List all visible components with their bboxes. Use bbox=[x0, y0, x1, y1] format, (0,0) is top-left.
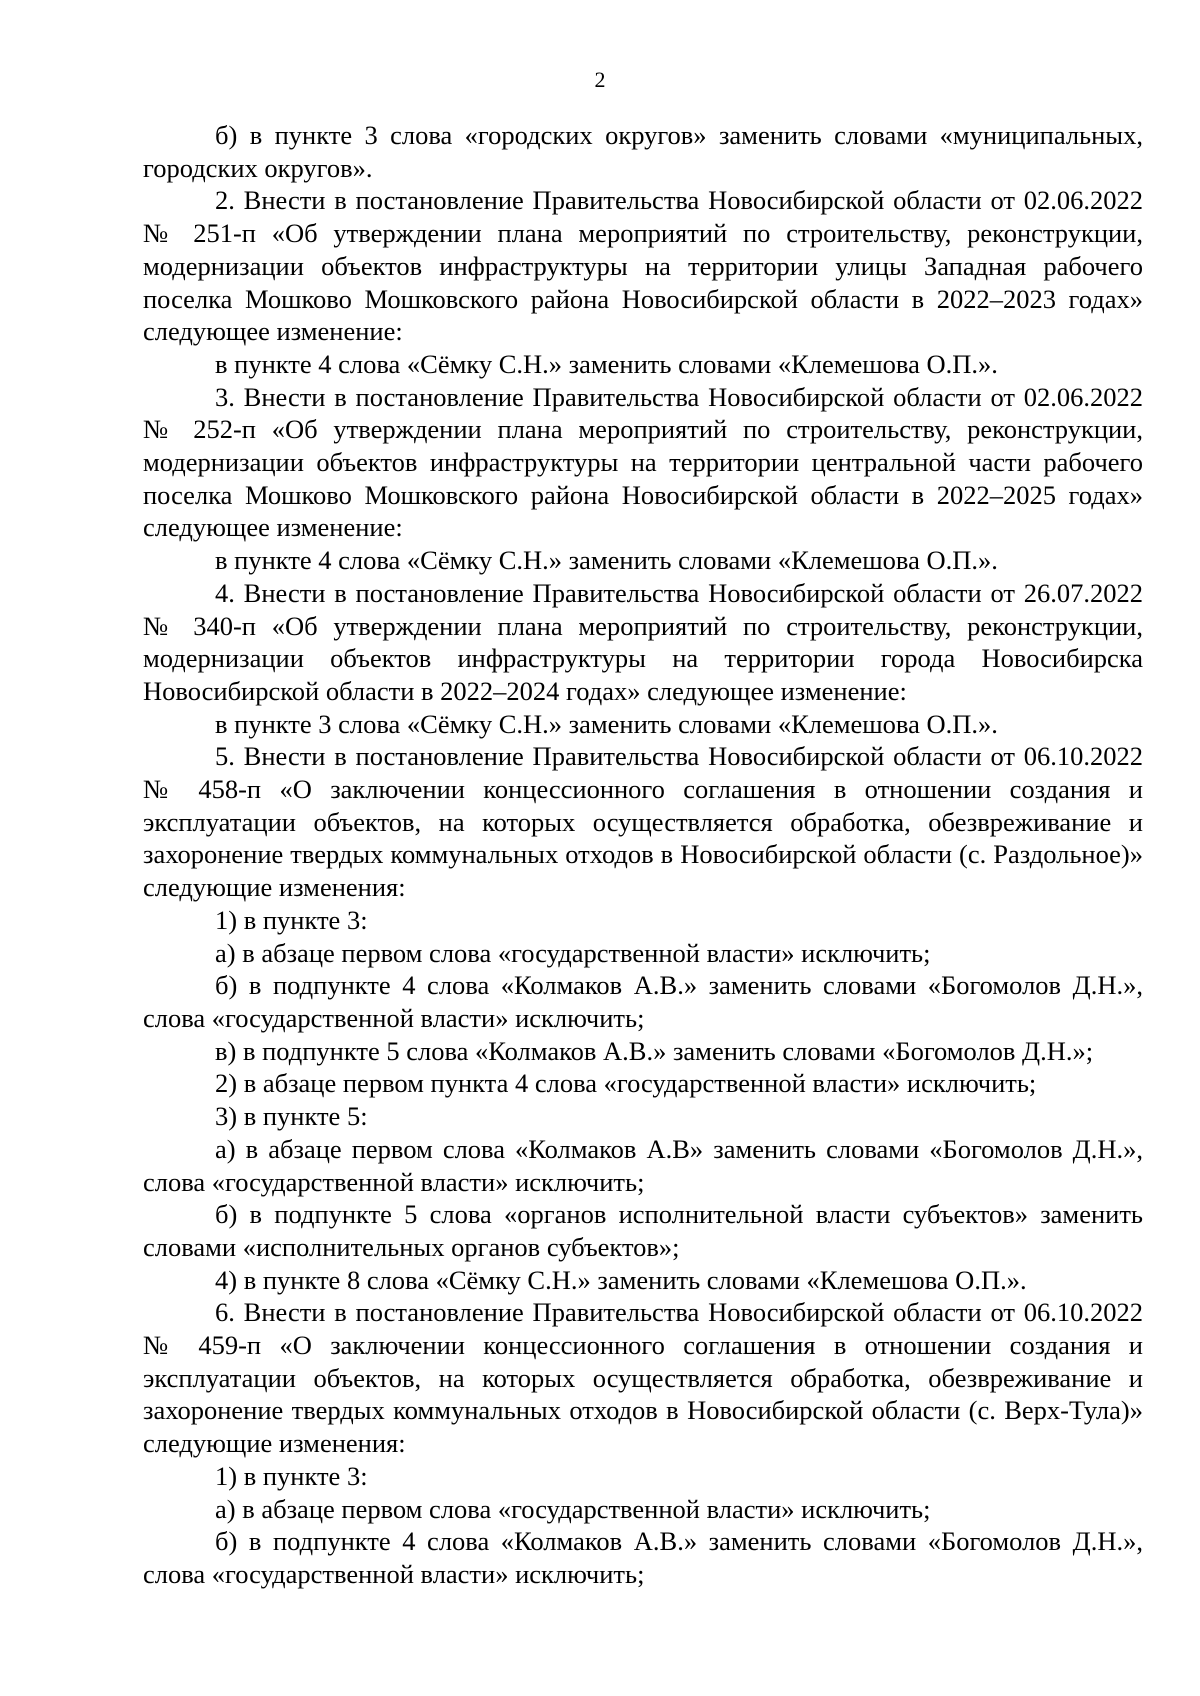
paragraph-item-2-change: в пункте 4 слова «Сёмку С.Н.» заменить словами «Клемешова О.П.». bbox=[215, 348, 998, 379]
paragraph-item-5-sub-2: 2) в абзаце первом пункта 4 слова «государственной власти» исключить; bbox=[215, 1068, 1037, 1099]
paragraph-1-b: б) в пункте 3 слова «городских округов» заменить словами «муниципальных, городских округов». bbox=[143, 120, 1143, 183]
paragraph-item-5-sub-3-a: а) в абзаце первом слова «Колмаков А.В» заменить словами «Богомолов Д.Н.», слова «государственной власти» исключить; bbox=[143, 1133, 1143, 1197]
page-number: 2 bbox=[594, 67, 606, 92]
paragraph-item-5-sub-1-a: а) в абзаце первом слова «государственной власти» исключить; bbox=[215, 937, 931, 968]
paragraph-item-6-sub-1-b: б) в подпункте 4 слова «Колмаков А.В.» заменить словами «Богомолов Д.Н.», слова «государственной власти» исключить; bbox=[143, 1526, 1143, 1589]
paragraph-item-5-sub-1-v: в) в подпункте 5 слова «Колмаков А.В.» заменить словами «Богомолов Д.Н.»; bbox=[215, 1035, 1094, 1066]
paragraph-item-3-change: в пункте 4 слова «Сёмку С.Н.» заменить словами «Клемешова О.П.». bbox=[215, 545, 998, 576]
paragraph-item-5-sub-1: 1) в пункте 3: bbox=[215, 904, 368, 935]
paragraph-item-4-change: в пункте 3 слова «Сёмку С.Н.» заменить словами «Клемешова О.П.». bbox=[215, 708, 998, 739]
paragraph-item-5-sub-4: 4) в пункте 8 слова «Сёмку С.Н.» заменить словами «Клемешова О.П.». bbox=[215, 1264, 1027, 1295]
paragraph-item-5: 5. Внести в постановление Правительства Новосибирской области от 06.10.2022 № 458-п «О заключении концессионного соглашения в отношении создания и эксплуатации объектов, на которых осуществляется обработка, обезвреживание и захоронение твердых коммунальных отходов в Новосибирской области (с. Раздольное)» следующие изменения: bbox=[143, 741, 1143, 903]
paragraph-item-5-sub-3-b: б) в подпункте 5 слова «органов исполнительной власти субъектов» заменить словами «исполнительных органов субъектов»; bbox=[143, 1199, 1143, 1262]
paragraph-item-4: 4. Внести в постановление Правительства Новосибирской области от 26.07.2022 № 340-п «Об утверждении плана мероприятий по строительству, реконструкции, модернизации объектов инфраструктуры на территории города Новосибирска Новосибирской области в 2022–2024 годах» следующее изменение: bbox=[143, 577, 1143, 706]
paragraph-item-2: 2. Внести в постановление Правительства Новосибирской области от 02.06.2022 № 251-п «Об утверждении плана мероприятий по строительству, реконструкции, модернизации объектов инфраструктуры на территории улицы Западная рабочего поселка Мошково Мошковского района Новосибирской области в 2022–2023 годах» следующее изменение: bbox=[143, 185, 1143, 347]
paragraph-item-5-sub-3: 3) в пункте 5: bbox=[215, 1101, 368, 1132]
document-body bbox=[143, 119, 1143, 1591]
paragraph-item-5-sub-1-b: б) в подпункте 4 слова «Колмаков А.В.» заменить словами «Богомолов Д.Н.», слова «государственной власти» исключить; bbox=[143, 970, 1143, 1033]
paragraph-item-6-sub-1-a: а) в абзаце первом слова «государственной власти» исключить; bbox=[215, 1493, 931, 1524]
paragraph-item-6: 6. Внести в постановление Правительства Новосибирской области от 06.10.2022 № 459-п «О заключении концессионного соглашения в отношении создания и эксплуатации объектов, на которых осуществляется обработка, обезвреживание и захоронение твердых коммунальных отходов в Новосибирской области (с. Верх-Тула)» следующие изменения: bbox=[143, 1297, 1143, 1459]
paragraph-item-6-sub-1: 1) в пункте 3: bbox=[215, 1460, 368, 1491]
paragraph-item-3: 3. Внести в постановление Правительства Новосибирской области от 02.06.2022 № 252-п «Об утверждении плана мероприятий по строительству, реконструкции, модернизации объектов инфраструктуры на территории центральной части рабочего поселка Мошково Мошковского района Новосибирской области в 2022–2025 годах» следующее изменение: bbox=[143, 381, 1143, 543]
